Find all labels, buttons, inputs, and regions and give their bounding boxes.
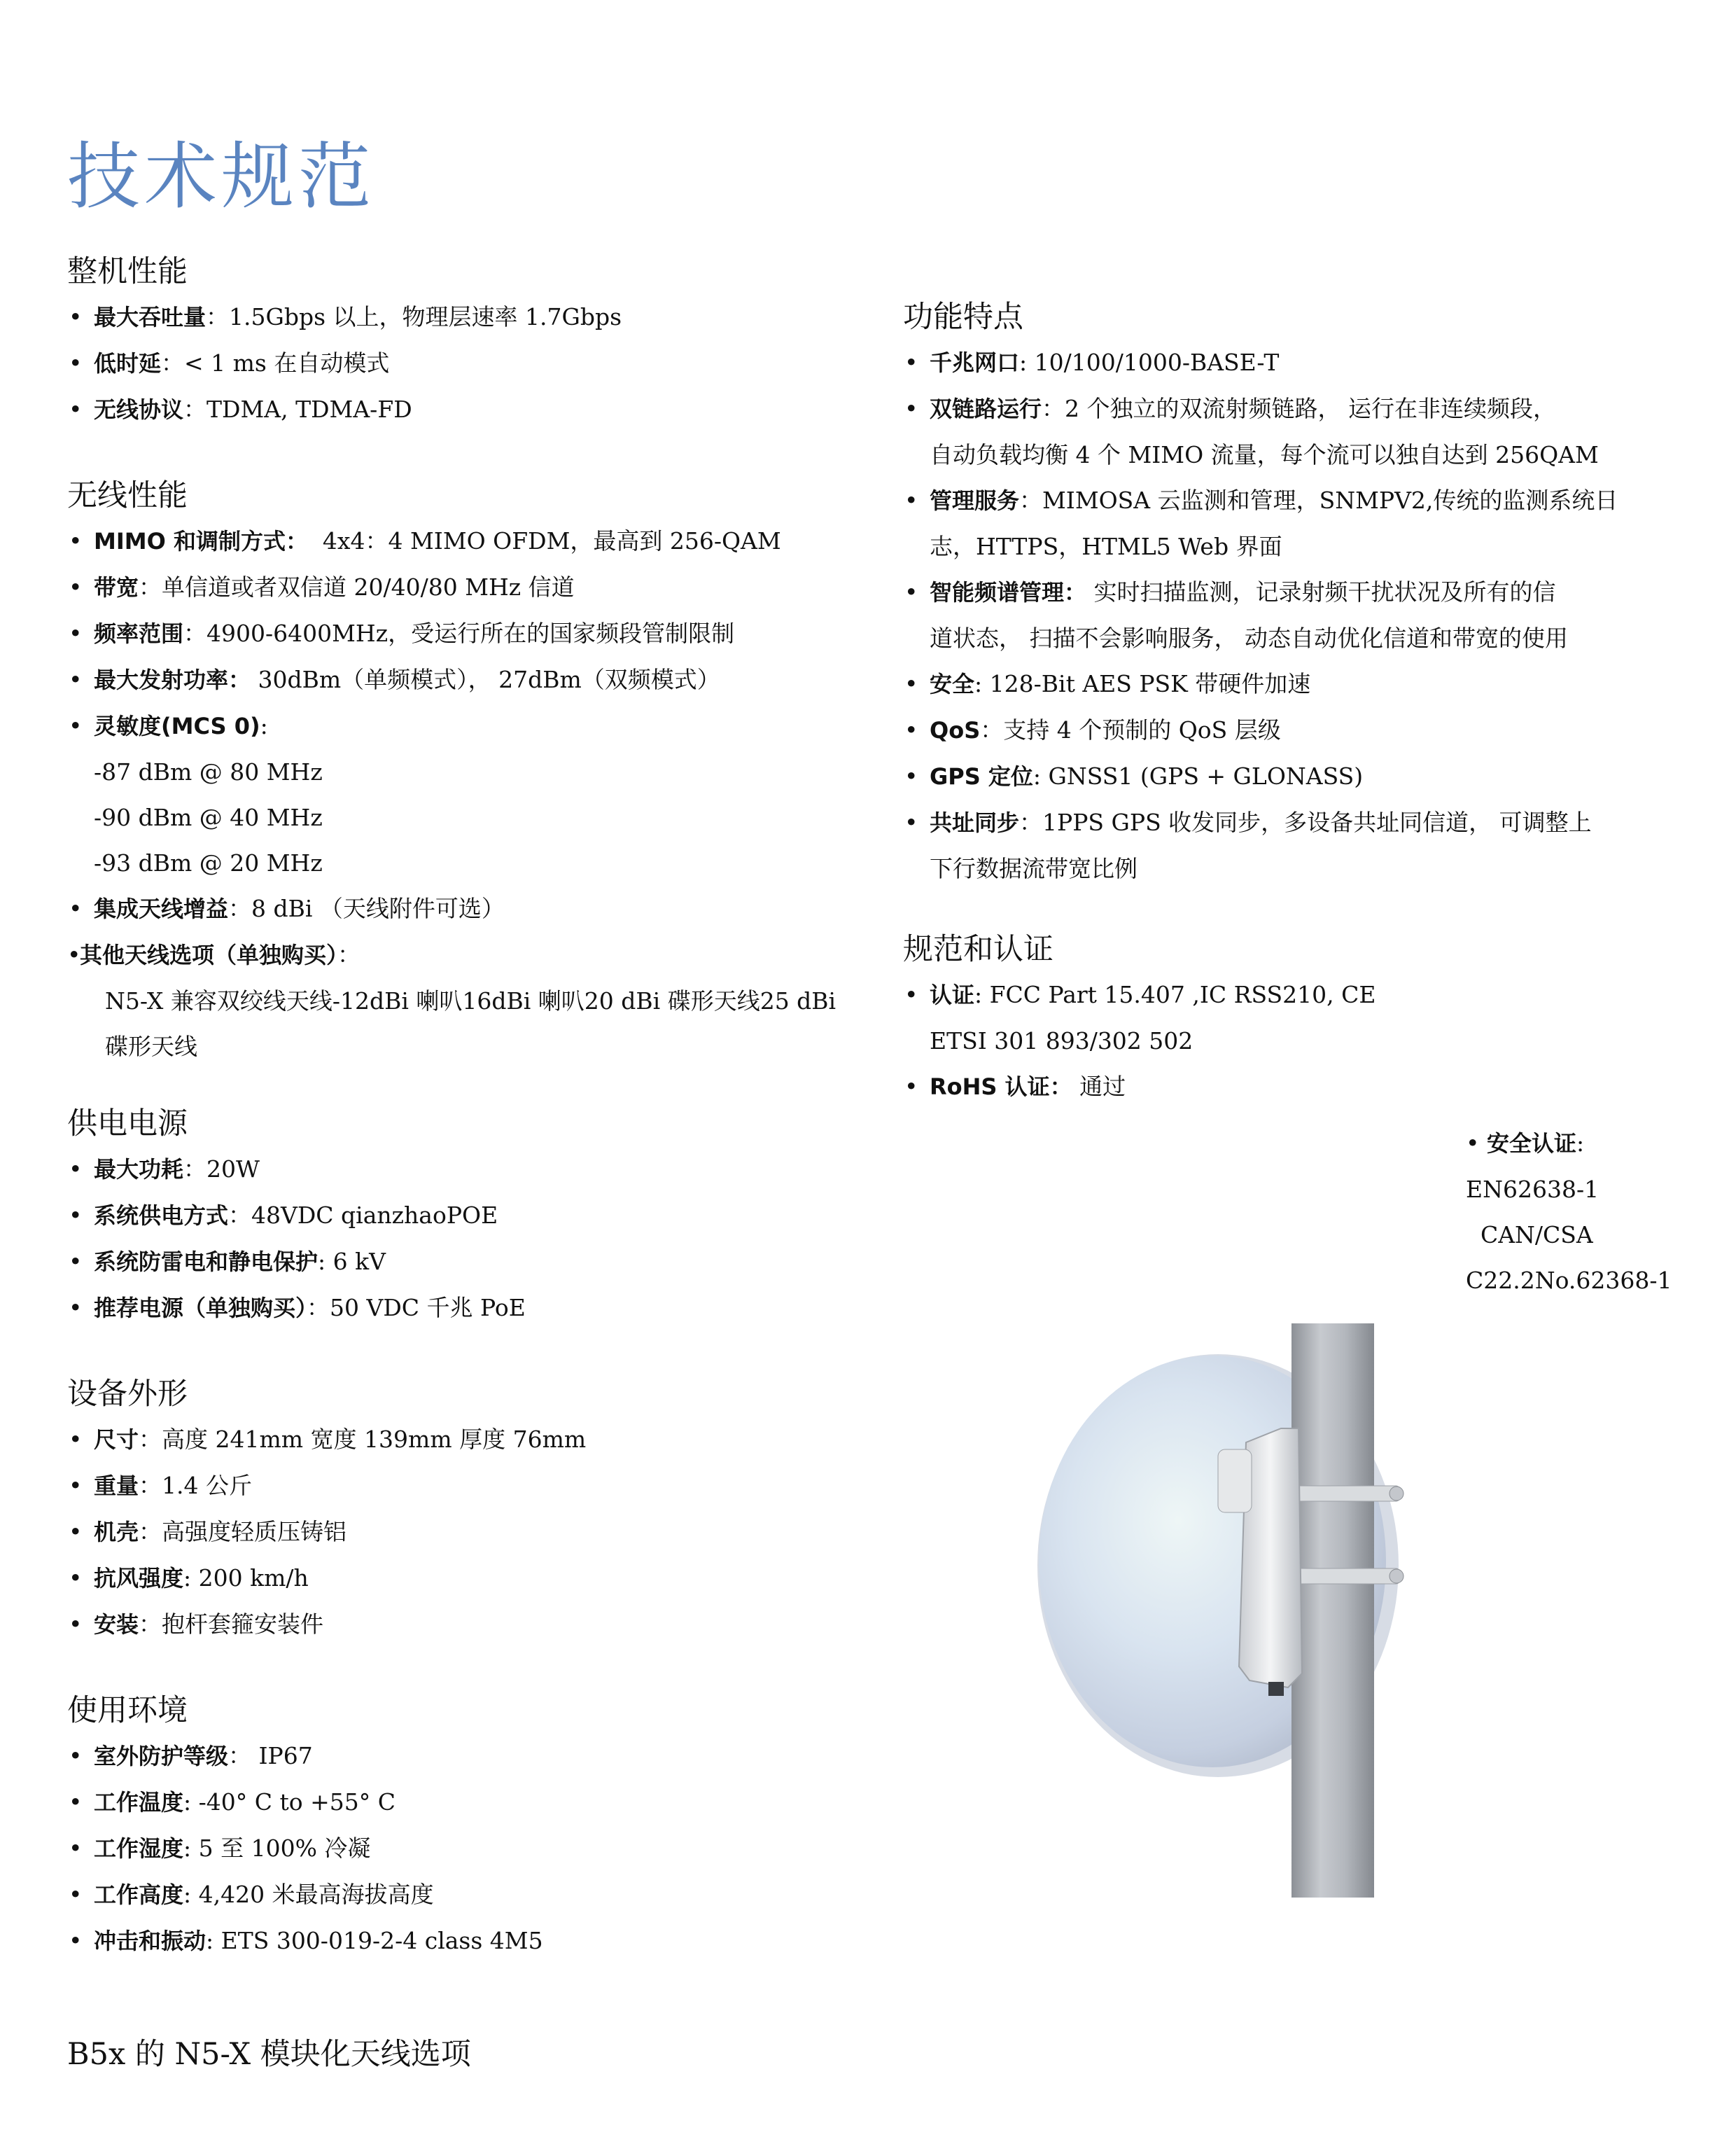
bolt [1390,1569,1404,1583]
section-overall-performance [67,252,879,433]
spec-value-continued: 下行数据流带宽比例 [930,855,1138,882]
spec-key: 无线协议 [94,396,184,423]
radio-clamp [1218,1449,1252,1512]
spec-item [67,932,879,1069]
spec-value-continued: 自动负载均衡 4 个 MIMO 流量，每个流可以独自达到 256QAM [930,441,1599,468]
spec-value: : GNSS1 (GPS + GLONASS) [1032,763,1364,790]
spec-value-continued: ETSI 301 893/302 502 [930,1027,1194,1054]
spec-value: ：2 个独立的双流射频链路， 运行在非连续频段， [1042,395,1556,422]
spec-item [903,386,1687,478]
spec-key: 抗风强度 [94,1565,184,1592]
spec-value: ：50 VDC 千兆 PoE [307,1294,526,1321]
spec-subitem [67,795,879,840]
spec-key: 最大吞吐量 [94,304,206,330]
spec-item [67,1872,879,1918]
spec-key: 集成天线增益 [94,896,229,922]
section-device-appearance [67,1374,879,1648]
spec-key: 尺寸 [94,1426,139,1453]
spec-item [67,1463,879,1509]
spec-value: 30dBm（单频模式）， 27dBm（双频模式） [251,666,720,693]
spec-value: 通过 [1072,1073,1126,1100]
spec-key: 管理服务 [930,487,1020,514]
spec-value: : 200 km/h [183,1564,309,1592]
spec-item [903,972,1687,1064]
spec-key: 工作高度 [94,1881,184,1908]
spec-item [67,1416,879,1463]
antenna-dish-icon [1008,1253,1456,1898]
spec-key: 机壳 [94,1519,139,1545]
spec-value: ：1.5Gbps 以上，物理层速率 1.7Gbps [206,303,622,330]
spec-item [67,1918,879,1964]
section-heading: 整机性能 [67,254,188,289]
spec-value: ： [337,941,361,968]
spec-item: • 安全认证: [1466,1129,1585,1157]
spec-value: ： IP67 [228,1742,313,1769]
spec-value-continued: 志，HTTPS，HTML5 Web 界面 [930,533,1282,560]
spec-value: -93 dBm @ 20 MHz [94,849,323,877]
section-operating-environment [67,1691,879,1964]
spec-key: 冲击和振动 [94,1928,206,1954]
spec-value-line: EN62638-1 [1466,1176,1600,1203]
spec-value: : [260,712,268,739]
spec-item [903,661,1687,707]
spec-key: 系统供电方式 [94,1202,229,1229]
spec-item [67,1192,879,1239]
spec-value: ：高强度轻质压铸铝 [139,1518,347,1545]
spec-item [67,518,879,564]
section-heading: 使用环境 [67,1693,188,1728]
spec-key: 智能频谱管理： [930,579,1087,606]
spec-value: : FCC Part 15.407 ,IC RSS210, CE [974,981,1376,1008]
spec-value: : 6 kV [318,1248,386,1275]
spec-key: 双链路运行 [930,396,1042,422]
spec-value-line: 碟形天线 [105,1033,197,1060]
spec-key: 认证 [930,982,975,1008]
spec-key: 灵敏度(MCS 0) [94,713,260,739]
safety-certification [1466,1120,1697,1303]
left-column [67,252,879,1964]
spec-value: ：4900-6400MHz，受运行所在的国家频段管制限制 [183,620,735,647]
spec-item [67,1555,879,1601]
spec-key: 带宽 [94,574,139,601]
spec-item [67,1601,879,1648]
spec-value: -87 dBm @ 80 MHz [94,758,323,786]
spec-item [67,1146,879,1192]
spec-value-line: C22.2No.62368-1 [1466,1267,1672,1294]
section-heading: 设备外形 [67,1377,188,1412]
spec-value: ：1.4 公斤 [139,1472,252,1499]
spec-item [903,707,1687,753]
section-heading: 规范和认证 [903,932,1054,967]
spec-value: : [1576,1129,1585,1157]
spec-value: ：< 1 ms 在自动模式 [161,349,390,377]
spec-key: 最大发射功率： [94,667,251,693]
spec-item [67,1733,879,1779]
spec-value: : 5 至 100% 冷凝 [183,1835,371,1862]
spec-key: 室外防护等级 [94,1743,229,1769]
spec-item [903,340,1687,386]
spec-item [67,703,879,749]
section-certifications [903,930,1687,1110]
spec-value: ：TDMA, TDMA-FD [183,396,412,423]
spec-subitem [67,840,879,886]
spec-key: 安全 [930,671,975,697]
spec-key: 频率范围 [94,620,184,647]
spec-value: ：8 dBi （天线附件可选） [228,895,505,922]
spec-item [903,753,1687,800]
spec-item [67,1509,879,1555]
spec-key: 工作湿度 [94,1835,184,1862]
spec-item [67,1779,879,1825]
pole [1292,1323,1374,1898]
section-wireless-performance [67,476,879,1069]
spec-value-line: N5-X 兼容双绞线天线-12dBi 喇叭16dBi 喇叭20 dBi 碟形天线25 dBi [105,987,836,1015]
spec-key: RoHS 认证： [930,1073,1072,1100]
page-title: 技术规范 [67,134,376,219]
spec-item [903,478,1687,569]
spec-key: 千兆网口 [930,349,1020,376]
radio-connector [1268,1682,1284,1696]
spec-key: 安全认证 [1486,1130,1576,1157]
spec-value: ：高度 241mm 宽度 139mm 厚度 76mm [139,1426,587,1453]
spec-key: 安装 [94,1611,139,1638]
spec-value: -90 dBm @ 40 MHz [94,804,323,831]
spec-key: 最大功耗 [94,1156,184,1183]
spec-item [67,387,879,433]
spec-key: 低时延 [94,350,162,377]
spec-value-continued: 道状态， 扫描不会影响服务， 动态自动优化信道和带宽的使用 [930,625,1568,652]
spec-item [67,611,879,657]
section-heading: 无线性能 [67,478,188,513]
spec-item [67,1825,879,1872]
bolt [1390,1487,1404,1501]
spec-key: 共址同步 [930,809,1020,836]
spec-item [67,657,879,703]
spec-key: GPS 定位 [930,763,1033,790]
spec-key: QoS [930,717,981,744]
spec-value: 4x4：4 MIMO OFDM，最高到 256-QAM [307,527,781,555]
spec-item [67,1285,879,1331]
spec-item [903,800,1687,891]
spec-value: : -40° C to +55° C [183,1788,396,1816]
footer-caption: B5x 的 N5-X 模块化天线选项 [67,2037,471,2072]
spec-value: ：20W [183,1155,260,1183]
spec-key: 系统防雷电和静电保护 [94,1248,318,1275]
spec-value: ：MIMOSA 云监测和管理，SNMPV2,传统的监测系统日 [1019,487,1618,514]
spec-value: ：抱杆套箍安装件 [139,1610,324,1638]
section-heading: 供电电源 [67,1106,188,1141]
spec-item [67,564,879,611]
spec-value: : 4,420 米最高海拔高度 [183,1881,434,1908]
spec-item [903,569,1687,661]
spec-item [67,886,879,932]
spec-value: ：支持 4 个预制的 QoS 层级 [980,716,1281,744]
spec-value: ：48VDC qianzhaoPOE [228,1202,498,1229]
spec-key: 推荐电源（单独购买） [94,1295,307,1321]
spec-key: 其他天线选项（单独购买） [80,942,338,968]
spec-key: 重量 [94,1473,139,1499]
spec-item [67,1239,879,1285]
spec-value: : 10/100/1000-BASE-T [1019,349,1280,376]
spec-value: 实时扫描监测，记录射频干扰状况及所有的信 [1086,578,1556,606]
spec-value: ：单信道或者双信道 20/40/80 MHz 信道 [139,573,575,601]
spec-value: : 128-Bit AES PSK 带硬件加速 [974,670,1311,697]
spec-key: MIMO 和调制方式： [94,528,308,555]
spec-value: : ETS 300-019-2-4 class 4M5 [206,1927,543,1954]
right-column [903,298,1687,1110]
section-features [903,298,1687,891]
spec-item [903,1064,1687,1110]
section-power-supply [67,1104,879,1331]
spec-value: ：1PPS GPS 收发同步，多设备共址同信道， 可调整上 [1019,809,1592,836]
spec-item [67,340,879,387]
spec-subitem [67,749,879,795]
spec-key: 工作温度 [94,1789,184,1816]
spec-item [67,294,879,340]
spec-value-line: CAN/CSA [1466,1221,1593,1248]
section-heading: 功能特点 [903,300,1023,335]
